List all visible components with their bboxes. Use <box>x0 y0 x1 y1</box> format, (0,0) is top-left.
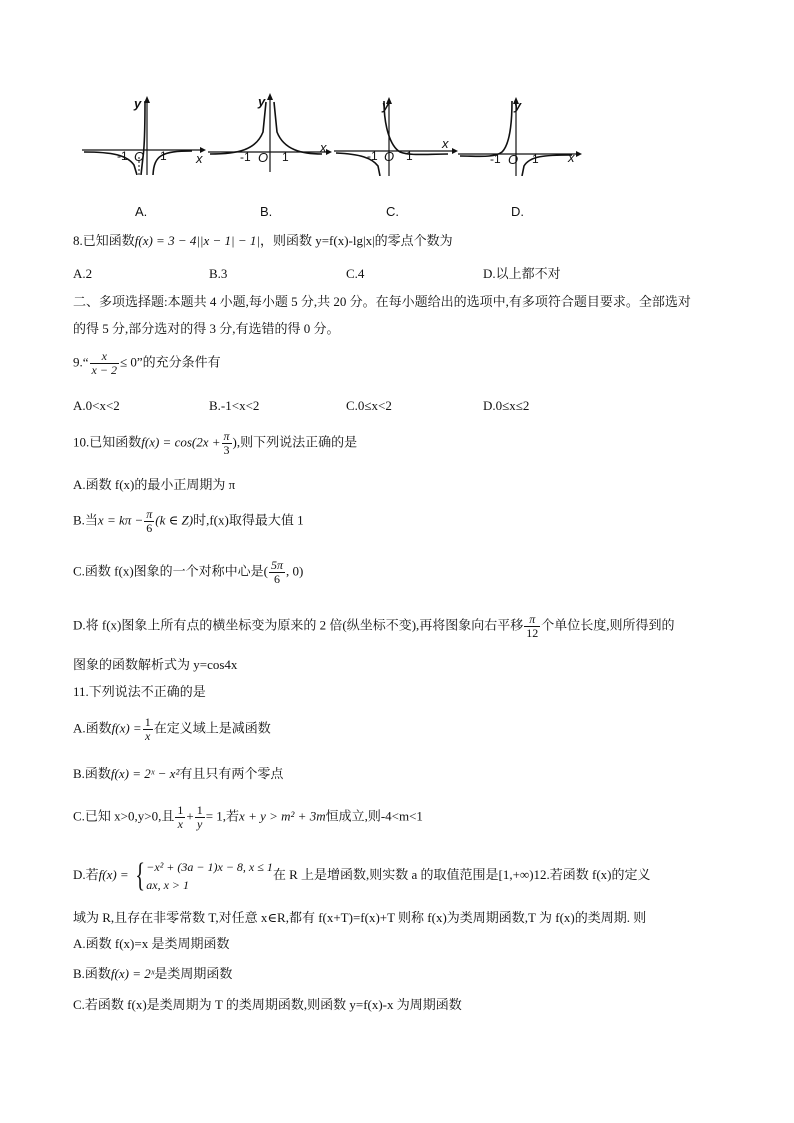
q12-b-prefix: B.函数 <box>73 966 111 981</box>
q12-option-c: C.若函数 f(x)是类周期为 T 的类周期函数,则函数 y=f(x)-x 为周期函数 <box>73 997 462 1012</box>
graph-b <box>208 92 332 172</box>
q11-option-b <box>73 765 283 783</box>
q11-a-den: x <box>145 729 151 743</box>
q10-b-fraction <box>144 508 154 535</box>
graph-b-label: B. <box>260 204 273 219</box>
q11-c-mid: 若 <box>226 808 240 824</box>
q10-prefix: 10.已知函数 <box>73 434 142 450</box>
q8-formula: f(x) = 3 − 4||x − 1| − 1| <box>134 233 260 248</box>
graph-b-x-label: x <box>320 140 327 155</box>
q11-c-eq: = 1, <box>205 808 227 824</box>
q11-option-a <box>73 716 271 743</box>
q11-d-brace: { <box>135 857 146 894</box>
q10-d-den: 12 <box>526 626 539 640</box>
graph-c-y-label: y <box>382 98 390 113</box>
q9-num: x <box>90 350 119 364</box>
q11-option-c <box>73 804 423 831</box>
graph-c <box>334 96 458 176</box>
q10-d-prefix: D.将 f(x)图象上所有点的横坐标变为原来的 2 倍(纵坐标不变),再将图象向右平移 <box>73 617 524 633</box>
q10-option-a: A.函数 f(x)的最小正周期为 π <box>73 477 236 492</box>
q11-title: 11.下列说法不正确的是 <box>73 684 206 699</box>
q10-d-suffix: 个单位长度,则所得到的 <box>541 617 675 633</box>
q11-c-suffix: 恒成立,则-4<m<1 <box>325 808 423 824</box>
q11-option-d <box>73 858 651 894</box>
q10-b-formula: x = kπ − <box>97 512 144 528</box>
q10-formula-b: ),则下列说法正确的是 <box>232 434 358 450</box>
q10-d-fraction <box>524 613 540 640</box>
q10-b-formula2: (k ∈ Z) <box>155 512 194 528</box>
graph-c-label: C. <box>386 204 399 219</box>
q11-c-num2: 1 <box>196 803 203 817</box>
q12-option-b <box>73 965 232 983</box>
q12-b-formula: f(x) = 2ˣ <box>110 966 155 981</box>
q11-c-fraction2 <box>195 804 205 831</box>
q11-a-fraction <box>143 716 153 743</box>
graph-b-neg1: -1 <box>240 150 251 164</box>
q10-den: 3 <box>223 443 230 457</box>
q9-stem <box>73 350 221 377</box>
q9-den: x − 2 <box>91 363 117 377</box>
graph-a-x-label: x <box>196 151 203 166</box>
graph-a-neg1: -1 <box>117 149 128 163</box>
q8-suffix: ，则函数 y=f(x)-lg|x|的零点个数为 <box>259 233 453 248</box>
q10-option-b <box>73 508 304 535</box>
q11-d-case2: ax, x > 1 <box>146 878 190 892</box>
q9-option-a: A.0<x<2 <box>73 398 120 413</box>
q12-b-suffix: 是类周期函数 <box>154 966 233 981</box>
q11-d-cases <box>146 858 273 894</box>
section2-line1: 二、多项选择题:本题共 4 小题,每小题 5 分,共 20 分。在每小题给出的选项中,有多项符合题目要求。全部选对 <box>73 294 691 309</box>
q11-a-num: 1 <box>144 715 151 729</box>
graph-d-one: 1 <box>532 152 539 166</box>
q11-c-fraction1 <box>175 804 185 831</box>
q8-stem <box>73 232 453 250</box>
q10-b-suffix: 时,f(x)取得最大值 1 <box>193 512 304 528</box>
q8-option-c: C.4 <box>346 266 365 281</box>
graph-a-one: 1 <box>160 149 167 163</box>
q9-suffix: ”的充分条件有 <box>136 354 221 370</box>
q11-a-formula: f(x) = <box>111 720 142 736</box>
q11-c-num1: 1 <box>177 803 184 817</box>
graph-c-x-label: x <box>442 136 449 151</box>
q9-prefix: 9.“ <box>73 354 89 370</box>
graph-a-label: A. <box>135 204 148 219</box>
graph-d-y-label: y <box>514 98 522 113</box>
q10-d-num: π <box>524 613 540 627</box>
section2-line2: 的得 5 分,部分选对的得 3 分,有选错的得 0 分。 <box>73 321 340 336</box>
q10-b-den: 6 <box>146 521 153 535</box>
q11-b-prefix: B.函数 <box>73 766 111 781</box>
q10-b-num: π <box>146 507 153 521</box>
q9-rel: ≤ 0 <box>119 354 137 370</box>
q9-option-b: B.-1<x<2 <box>209 398 260 413</box>
q10-formula-a: f(x) = cos(2x + <box>141 434 221 450</box>
graph-d-neg1: -1 <box>490 152 501 166</box>
graph-b-origin: O <box>258 150 269 165</box>
q10-b-prefix: B.当 <box>73 512 98 528</box>
graph-d-x-label: x <box>568 150 575 165</box>
q11-d-suffix: 在 R 上是增函数,则实数 a 的取值范围是[1,+∞)12.若函数 f(x)的定义 <box>272 866 651 882</box>
q10-stem <box>73 430 357 457</box>
graph-c-neg1: -1 <box>367 149 378 163</box>
graph-b-y-label: y <box>258 94 266 109</box>
q12-line1: 域为 R,且存在非零常数 T,对任意 x∈R,都有 f(x+T)=f(x)+T 则称 f(x)为类周期函数,T 为 f(x)的类周期. 则 <box>73 910 647 925</box>
q10-c-fraction <box>269 559 285 586</box>
q11-c-prefix: C.已知 x>0,y>0,且 <box>73 808 175 824</box>
q9-fraction <box>90 350 119 377</box>
q8-prefix: 8.已知函数 <box>73 233 135 248</box>
graph-c-one: 1 <box>406 149 413 163</box>
graph-b-one: 1 <box>282 150 289 164</box>
q10-c-num: 5π <box>271 558 284 572</box>
q11-d-formula: f(x) = <box>98 866 129 882</box>
q11-a-prefix: A.函数 <box>73 720 112 736</box>
q10-num: π <box>223 429 230 443</box>
q12-option-a: A.函数 f(x)=x 是类周期函数 <box>73 936 230 951</box>
q11-c-plus: + <box>186 808 194 824</box>
graph-a-origin: O <box>134 149 145 164</box>
q10-fraction <box>222 430 232 457</box>
q11-c-den2: y <box>197 817 203 831</box>
q9-option-d: D.0≤x≤2 <box>483 398 530 413</box>
q10-option-d-line2: 图象的函数解析式为 y=cos4x <box>73 657 238 672</box>
q8-option-d: D.以上都不对 <box>483 266 561 281</box>
q10-c-prefix: C.函数 f(x)图象的一个对称中心是 <box>73 563 264 579</box>
q9-option-c: C.0≤x<2 <box>346 398 392 413</box>
q11-d-prefix: D.若 <box>73 866 99 882</box>
graph-d-label: D. <box>511 204 524 219</box>
q11-c-formula: x + y > m² + 3m <box>239 808 326 824</box>
q10-c-close: , 0) <box>286 563 304 579</box>
q8-option-a: A.2 <box>73 266 93 281</box>
q11-a-suffix: 在定义域上是减函数 <box>153 720 271 736</box>
q11-c-den1: x <box>177 817 183 831</box>
q10-option-d <box>73 613 675 640</box>
graph-a-y-label: y <box>134 96 142 111</box>
q11-d-case1: −x² + (3a − 1)x − 8, x ≤ 1 <box>146 860 273 874</box>
q11-b-suffix: 有且只有两个零点 <box>179 766 284 781</box>
q8-option-b: B.3 <box>209 266 228 281</box>
q10-option-c <box>73 559 303 586</box>
graph-c-origin: O <box>384 149 395 164</box>
q11-b-formula: f(x) = 2ˣ − x² <box>110 766 180 781</box>
q10-c-open: ( <box>263 563 269 579</box>
graph-d-origin: O <box>508 152 519 167</box>
q10-c-den: 6 <box>274 572 281 586</box>
